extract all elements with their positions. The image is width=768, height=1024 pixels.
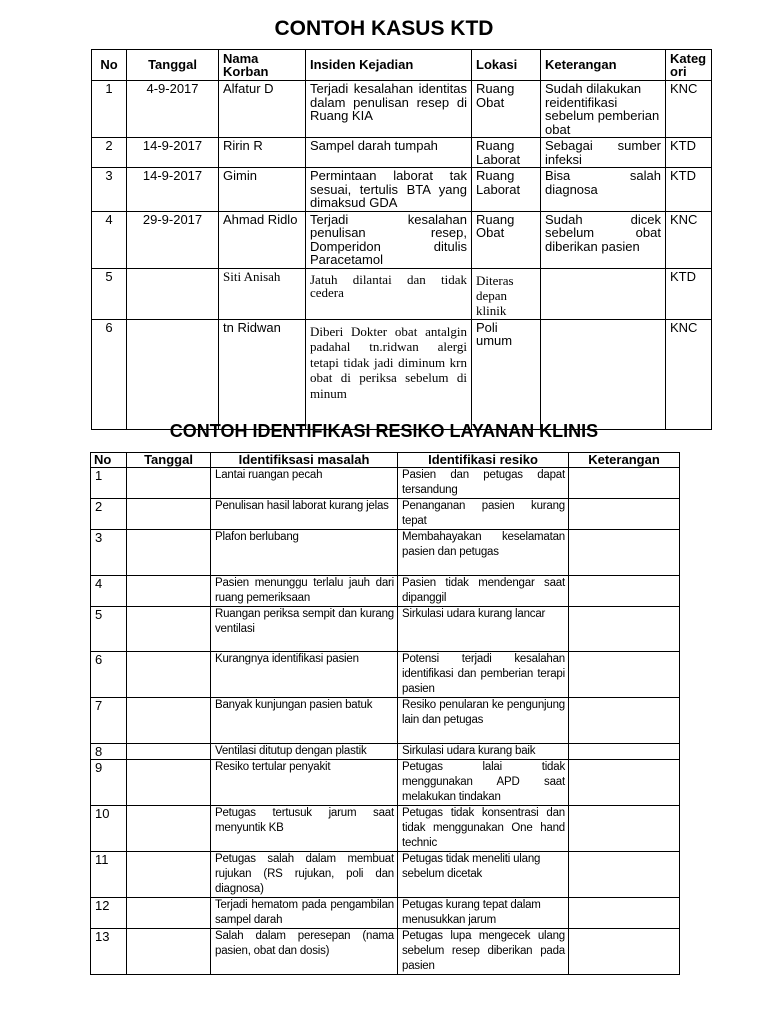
ktd-cell-tanggal xyxy=(127,319,219,429)
ktd-table xyxy=(91,49,712,430)
risk-cell-masalah: Petugas salah dalam membuat rujukan (RS rujukan, poli dan diagnosa) xyxy=(211,852,398,898)
risk-cell-resiko: Potensi terjadi kesalahan identifikasi dan pemberian terapi pasien xyxy=(398,652,569,698)
risk-cell-resiko: Penanganan pasien kurang tepat xyxy=(398,499,569,530)
risk-cell-keterangan xyxy=(569,530,680,576)
risk-cell-keterangan xyxy=(569,698,680,744)
risk-cell-no: 11 xyxy=(91,852,127,898)
risk-cell-no: 6 xyxy=(91,652,127,698)
ktd-cell-tanggal: 14-9-2017 xyxy=(127,168,219,212)
risk-cell-tanggal xyxy=(127,607,211,652)
risk-cell-resiko: Sirkulasi udara kurang baik xyxy=(398,744,569,760)
risk-cell-keterangan xyxy=(569,576,680,607)
ktd-header-keterangan: Keterangan xyxy=(541,50,666,81)
risk-row xyxy=(91,530,680,576)
risk-cell-masalah: Petugas tertusuk jarum saat menyuntik KB xyxy=(211,806,398,852)
risk-row xyxy=(91,576,680,607)
ktd-header-nama-korban: Nama Korban xyxy=(219,50,306,81)
ktd-row xyxy=(92,168,712,212)
ktd-cell-nama: Ririn R xyxy=(219,138,306,168)
ktd-header-insiden: Insiden Kejadian xyxy=(306,50,472,81)
risk-cell-keterangan xyxy=(569,898,680,929)
ktd-title: CONTOH KASUS KTD xyxy=(274,17,494,40)
risk-cell-masalah: Banyak kunjungan pasien batuk xyxy=(211,698,398,744)
ktd-cell-keterangan: Bisa salah diagnosa xyxy=(541,168,666,212)
risk-cell-keterangan xyxy=(569,499,680,530)
risk-header-keterangan: Keterangan xyxy=(569,453,680,468)
ktd-cell-insiden: Permintaan laborat tak sesuai, tertulis BTA yang dimaksud GDA xyxy=(306,168,472,212)
ktd-row xyxy=(92,138,712,168)
risk-cell-keterangan xyxy=(569,806,680,852)
risk-cell-masalah: Lantai ruangan pecah xyxy=(211,468,398,499)
risk-row xyxy=(91,607,680,652)
ktd-cell-kategori: KTD xyxy=(666,268,712,319)
risk-cell-tanggal xyxy=(127,499,211,530)
risk-cell-resiko: Petugas kurang tepat dalam menusukkan jarum xyxy=(398,898,569,929)
ktd-cell-nama: Siti Anisah xyxy=(219,268,306,319)
risk-cell-resiko: Membahayakan keselamatan pasien dan petugas xyxy=(398,530,569,576)
risk-row xyxy=(91,806,680,852)
risk-cell-masalah: Salah dalam peresepan (nama pasien, obat dan dosis) xyxy=(211,929,398,975)
ktd-header-kategori: Kateg ori xyxy=(666,50,712,81)
ktd-cell-kategori: KNC xyxy=(666,319,712,429)
risk-header-tanggal: Tanggal xyxy=(127,453,211,468)
risk-cell-resiko: Pasien dan petugas dapat tersandung xyxy=(398,468,569,499)
ktd-cell-no: 6 xyxy=(92,319,127,429)
ktd-row xyxy=(92,268,712,319)
ktd-cell-lokasi: Diteras depan klinik xyxy=(472,268,541,319)
ktd-cell-kategori: KTD xyxy=(666,138,712,168)
risk-cell-no: 13 xyxy=(91,929,127,975)
ktd-cell-keterangan: Sebagai sumber infeksi xyxy=(541,138,666,168)
risk-row xyxy=(91,929,680,975)
risk-cell-no: 4 xyxy=(91,576,127,607)
risk-cell-masalah: Penulisan hasil laborat kurang jelas xyxy=(211,499,398,530)
ktd-cell-nama: Gimin xyxy=(219,168,306,212)
ktd-cell-kategori: KTD xyxy=(666,168,712,212)
risk-header-resiko: Identifikasi resiko xyxy=(398,453,569,468)
risk-cell-masalah: Plafon berlubang xyxy=(211,530,398,576)
risk-row xyxy=(91,760,680,806)
ktd-cell-no: 4 xyxy=(92,211,127,268)
risk-cell-keterangan xyxy=(569,929,680,975)
risk-cell-tanggal xyxy=(127,530,211,576)
ktd-cell-insiden: Terjadi kesalahan identitas dalam penulisan resep di Ruang KIA xyxy=(306,81,472,138)
risk-cell-tanggal xyxy=(127,468,211,499)
risk-cell-no: 9 xyxy=(91,760,127,806)
risk-cell-no: 2 xyxy=(91,499,127,530)
ktd-cell-no: 5 xyxy=(92,268,127,319)
risk-cell-resiko: Sirkulasi udara kurang lancar xyxy=(398,607,569,652)
risk-row xyxy=(91,744,680,760)
risk-cell-no: 7 xyxy=(91,698,127,744)
risk-cell-keterangan xyxy=(569,760,680,806)
ktd-cell-no: 2 xyxy=(92,138,127,168)
risk-row xyxy=(91,898,680,929)
risk-cell-tanggal xyxy=(127,760,211,806)
risk-cell-keterangan xyxy=(569,607,680,652)
risk-cell-tanggal xyxy=(127,852,211,898)
risk-cell-tanggal xyxy=(127,806,211,852)
risk-cell-resiko: Petugas tidak meneliti ulang sebelum dicetak xyxy=(398,852,569,898)
ktd-cell-lokasi: Ruang Laborat xyxy=(472,138,541,168)
risk-cell-tanggal xyxy=(127,698,211,744)
risk-header-masalah: Identifiksasi masalah xyxy=(211,453,398,468)
ktd-cell-tanggal: 29-9-2017 xyxy=(127,211,219,268)
risk-cell-tanggal xyxy=(127,898,211,929)
risk-cell-no: 1 xyxy=(91,468,127,499)
ktd-header-lokasi: Lokasi xyxy=(472,50,541,81)
risk-cell-resiko: Petugas lalai tidak menggunakan APD saat melakukan tindakan xyxy=(398,760,569,806)
ktd-cell-keterangan xyxy=(541,268,666,319)
ktd-cell-no: 1 xyxy=(92,81,127,138)
ktd-cell-kategori: KNC xyxy=(666,81,712,138)
risk-cell-no: 12 xyxy=(91,898,127,929)
risk-cell-keterangan xyxy=(569,744,680,760)
risk-cell-no: 3 xyxy=(91,530,127,576)
risk-cell-no: 10 xyxy=(91,806,127,852)
risk-cell-tanggal xyxy=(127,576,211,607)
risk-cell-masalah: Ventilasi ditutup dengan plastik xyxy=(211,744,398,760)
ktd-cell-tanggal: 14-9-2017 xyxy=(127,138,219,168)
risk-cell-keterangan xyxy=(569,468,680,499)
ktd-cell-tanggal xyxy=(127,268,219,319)
risk-cell-tanggal xyxy=(127,652,211,698)
ktd-cell-nama: Alfatur D xyxy=(219,81,306,138)
ktd-cell-lokasi: Ruang Obat xyxy=(472,211,541,268)
ktd-cell-kategori: KNC xyxy=(666,211,712,268)
risk-row xyxy=(91,652,680,698)
risk-row xyxy=(91,698,680,744)
risk-row xyxy=(91,852,680,898)
risk-cell-resiko: Petugas lupa mengecek ulang sebelum resep diberikan pada pasien xyxy=(398,929,569,975)
risk-cell-keterangan xyxy=(569,852,680,898)
risk-cell-masalah: Kurangnya identifikasi pasien xyxy=(211,652,398,698)
risk-row xyxy=(91,499,680,530)
risk-cell-masalah: Pasien menunggu terlalu jauh dari ruang pemeriksaan xyxy=(211,576,398,607)
ktd-cell-nama: tn Ridwan xyxy=(219,319,306,429)
risk-cell-masalah: Terjadi hematom pada pengambilan sampel darah xyxy=(211,898,398,929)
ktd-cell-lokasi: Ruang Obat xyxy=(472,81,541,138)
risk-title: CONTOH IDENTIFIKASI RESIKO LAYANAN KLINIS xyxy=(169,421,599,441)
ktd-cell-lokasi: Ruang Laborat xyxy=(472,168,541,212)
ktd-header-tanggal: Tanggal xyxy=(127,50,219,81)
ktd-cell-keterangan: Sudah dilakukan reidentifikasi sebelum pemberian obat xyxy=(541,81,666,138)
risk-cell-resiko: Pasien tidak mendengar saat dipanggil xyxy=(398,576,569,607)
risk-cell-no: 5 xyxy=(91,607,127,652)
ktd-row xyxy=(92,211,712,268)
risk-cell-keterangan xyxy=(569,652,680,698)
risk-table xyxy=(90,452,680,975)
risk-cell-masalah: Ruangan periksa sempit dan kurang ventilasi xyxy=(211,607,398,652)
ktd-cell-lokasi: Poli umum xyxy=(472,319,541,429)
risk-cell-resiko: Petugas tidak konsentrasi dan tidak menggunakan One hand technic xyxy=(398,806,569,852)
risk-cell-tanggal xyxy=(127,929,211,975)
ktd-cell-keterangan xyxy=(541,319,666,429)
ktd-cell-no: 3 xyxy=(92,168,127,212)
ktd-cell-insiden: Terjadi kesalahan penulisan resep, Domperidon ditulis Paracetamol xyxy=(306,211,472,268)
ktd-header-no: No xyxy=(92,50,127,81)
ktd-cell-keterangan: Sudah dicek sebelum obat diberikan pasien xyxy=(541,211,666,268)
ktd-cell-insiden: Sampel darah tumpah xyxy=(306,138,472,168)
risk-cell-tanggal xyxy=(127,744,211,760)
ktd-row xyxy=(92,81,712,138)
ktd-cell-insiden: Jatuh dilantai dan tidak cedera xyxy=(306,268,472,319)
risk-cell-no: 8 xyxy=(91,744,127,760)
ktd-cell-insiden: Diberi Dokter obat antalgin padahal tn.ridwan alergi tetapi tidak jadi diminum krn obat di periksa sebelum di minum xyxy=(306,319,472,429)
ktd-row xyxy=(92,319,712,429)
risk-row xyxy=(91,468,680,499)
ktd-cell-tanggal: 4-9-2017 xyxy=(127,81,219,138)
risk-cell-resiko: Resiko penularan ke pengunjung lain dan petugas xyxy=(398,698,569,744)
ktd-cell-nama: Ahmad Ridlo xyxy=(219,211,306,268)
risk-cell-masalah: Resiko tertular penyakit xyxy=(211,760,398,806)
risk-header-no: No xyxy=(91,453,127,468)
